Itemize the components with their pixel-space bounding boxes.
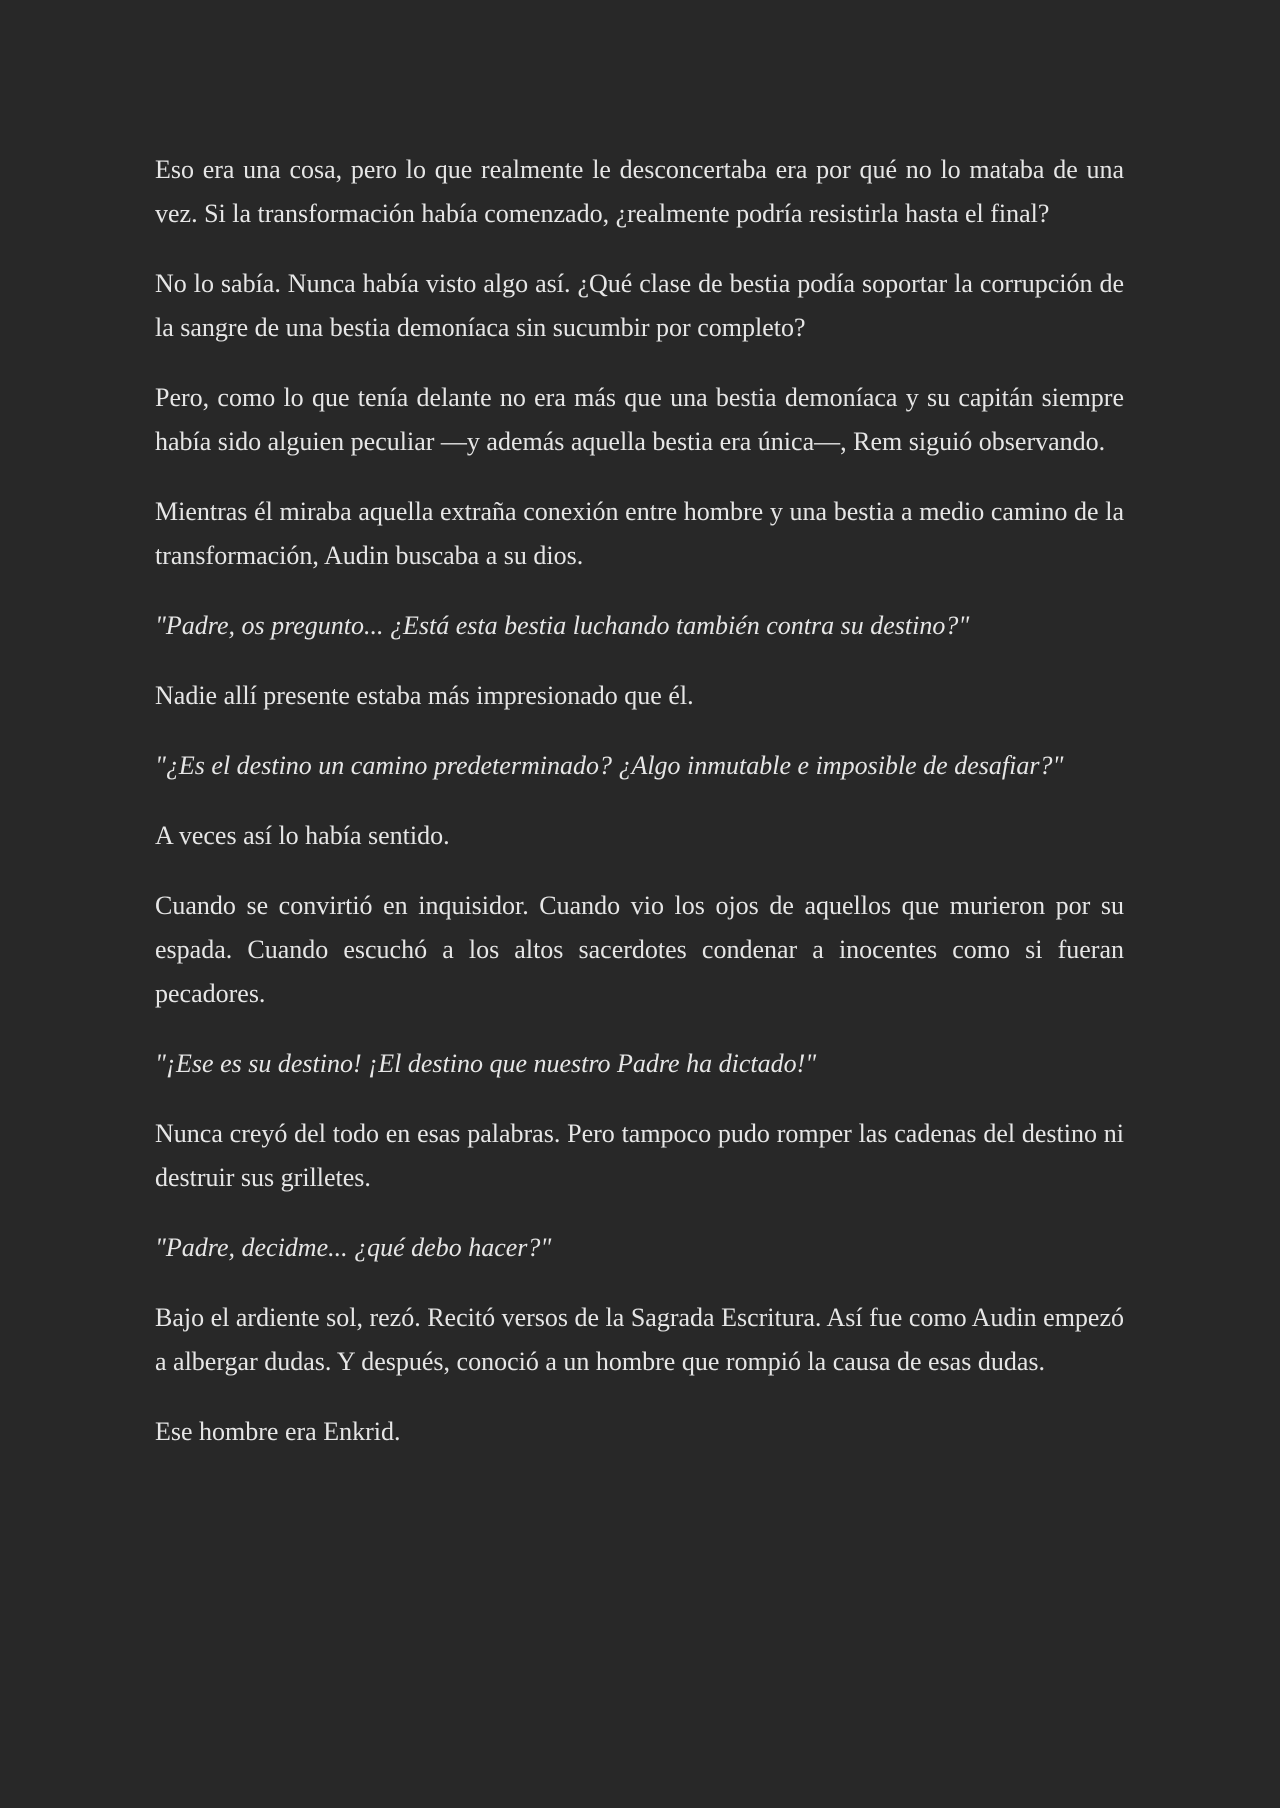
paragraph-9: Cuando se convirtió en inquisidor. Cuando vio los ojos de aquellos que murieron por su espada. Cuando escuchó a los altos sacerdotes condenar a inocentes como si fueran pecadores.: [155, 891, 1124, 1008]
paragraph-11: Nunca creyó del todo en esas palabras. Pero tampoco pudo romper las cadenas del destino ni destruir sus grilletes.: [155, 1119, 1124, 1192]
paragraph-3: Pero, como lo que tenía delante no era más que una bestia demoníaca y su capitán siempre había sido alguien peculiar —y además aquella bestia era única—, Rem siguió observando.: [155, 383, 1124, 456]
paragraph-1: Eso era una cosa, pero lo que realmente le desconcertaba era por qué no lo mataba de una vez. Si la transformación había comenzado, ¿realmente podría resistirla hasta el final?: [155, 155, 1124, 228]
paragraph-14: Ese hombre era Enkrid.: [155, 1417, 401, 1446]
paragraph-5-quote: "Padre, os pregunto... ¿Está esta bestia luchando también contra su destino?": [155, 611, 970, 640]
paragraph-2: No lo sabía. Nunca había visto algo así. ¿Qué clase de bestia podía soportar la corrupción de la sangre de una bestia demoníaca sin sucumbir por completo?: [155, 269, 1124, 342]
paragraph-12-quote: "Padre, decidme... ¿qué debo hacer?": [155, 1233, 552, 1262]
paragraph-8: A veces así lo había sentido.: [155, 821, 450, 850]
paragraph-6: Nadie allí presente estaba más impresionado que él.: [155, 681, 694, 710]
paragraph-7-quote: "¿Es el destino un camino predeterminado? ¿Algo inmutable e imposible de desafiar?": [155, 751, 1064, 780]
document-page: [155, 148, 1124, 1480]
paragraph-13: Bajo el ardiente sol, rezó. Recitó versos de la Sagrada Escritura. Así fue como Audin empezó a albergar dudas. Y después, conoció a un hombre que rompió la causa de esas dudas.: [155, 1303, 1124, 1376]
paragraph-10-quote: "¡Ese es su destino! ¡El destino que nuestro Padre ha dictado!": [155, 1049, 817, 1078]
paragraph-4: Mientras él miraba aquella extraña conexión entre hombre y una bestia a medio camino de la transformación, Audin buscaba a su dios.: [155, 497, 1124, 570]
